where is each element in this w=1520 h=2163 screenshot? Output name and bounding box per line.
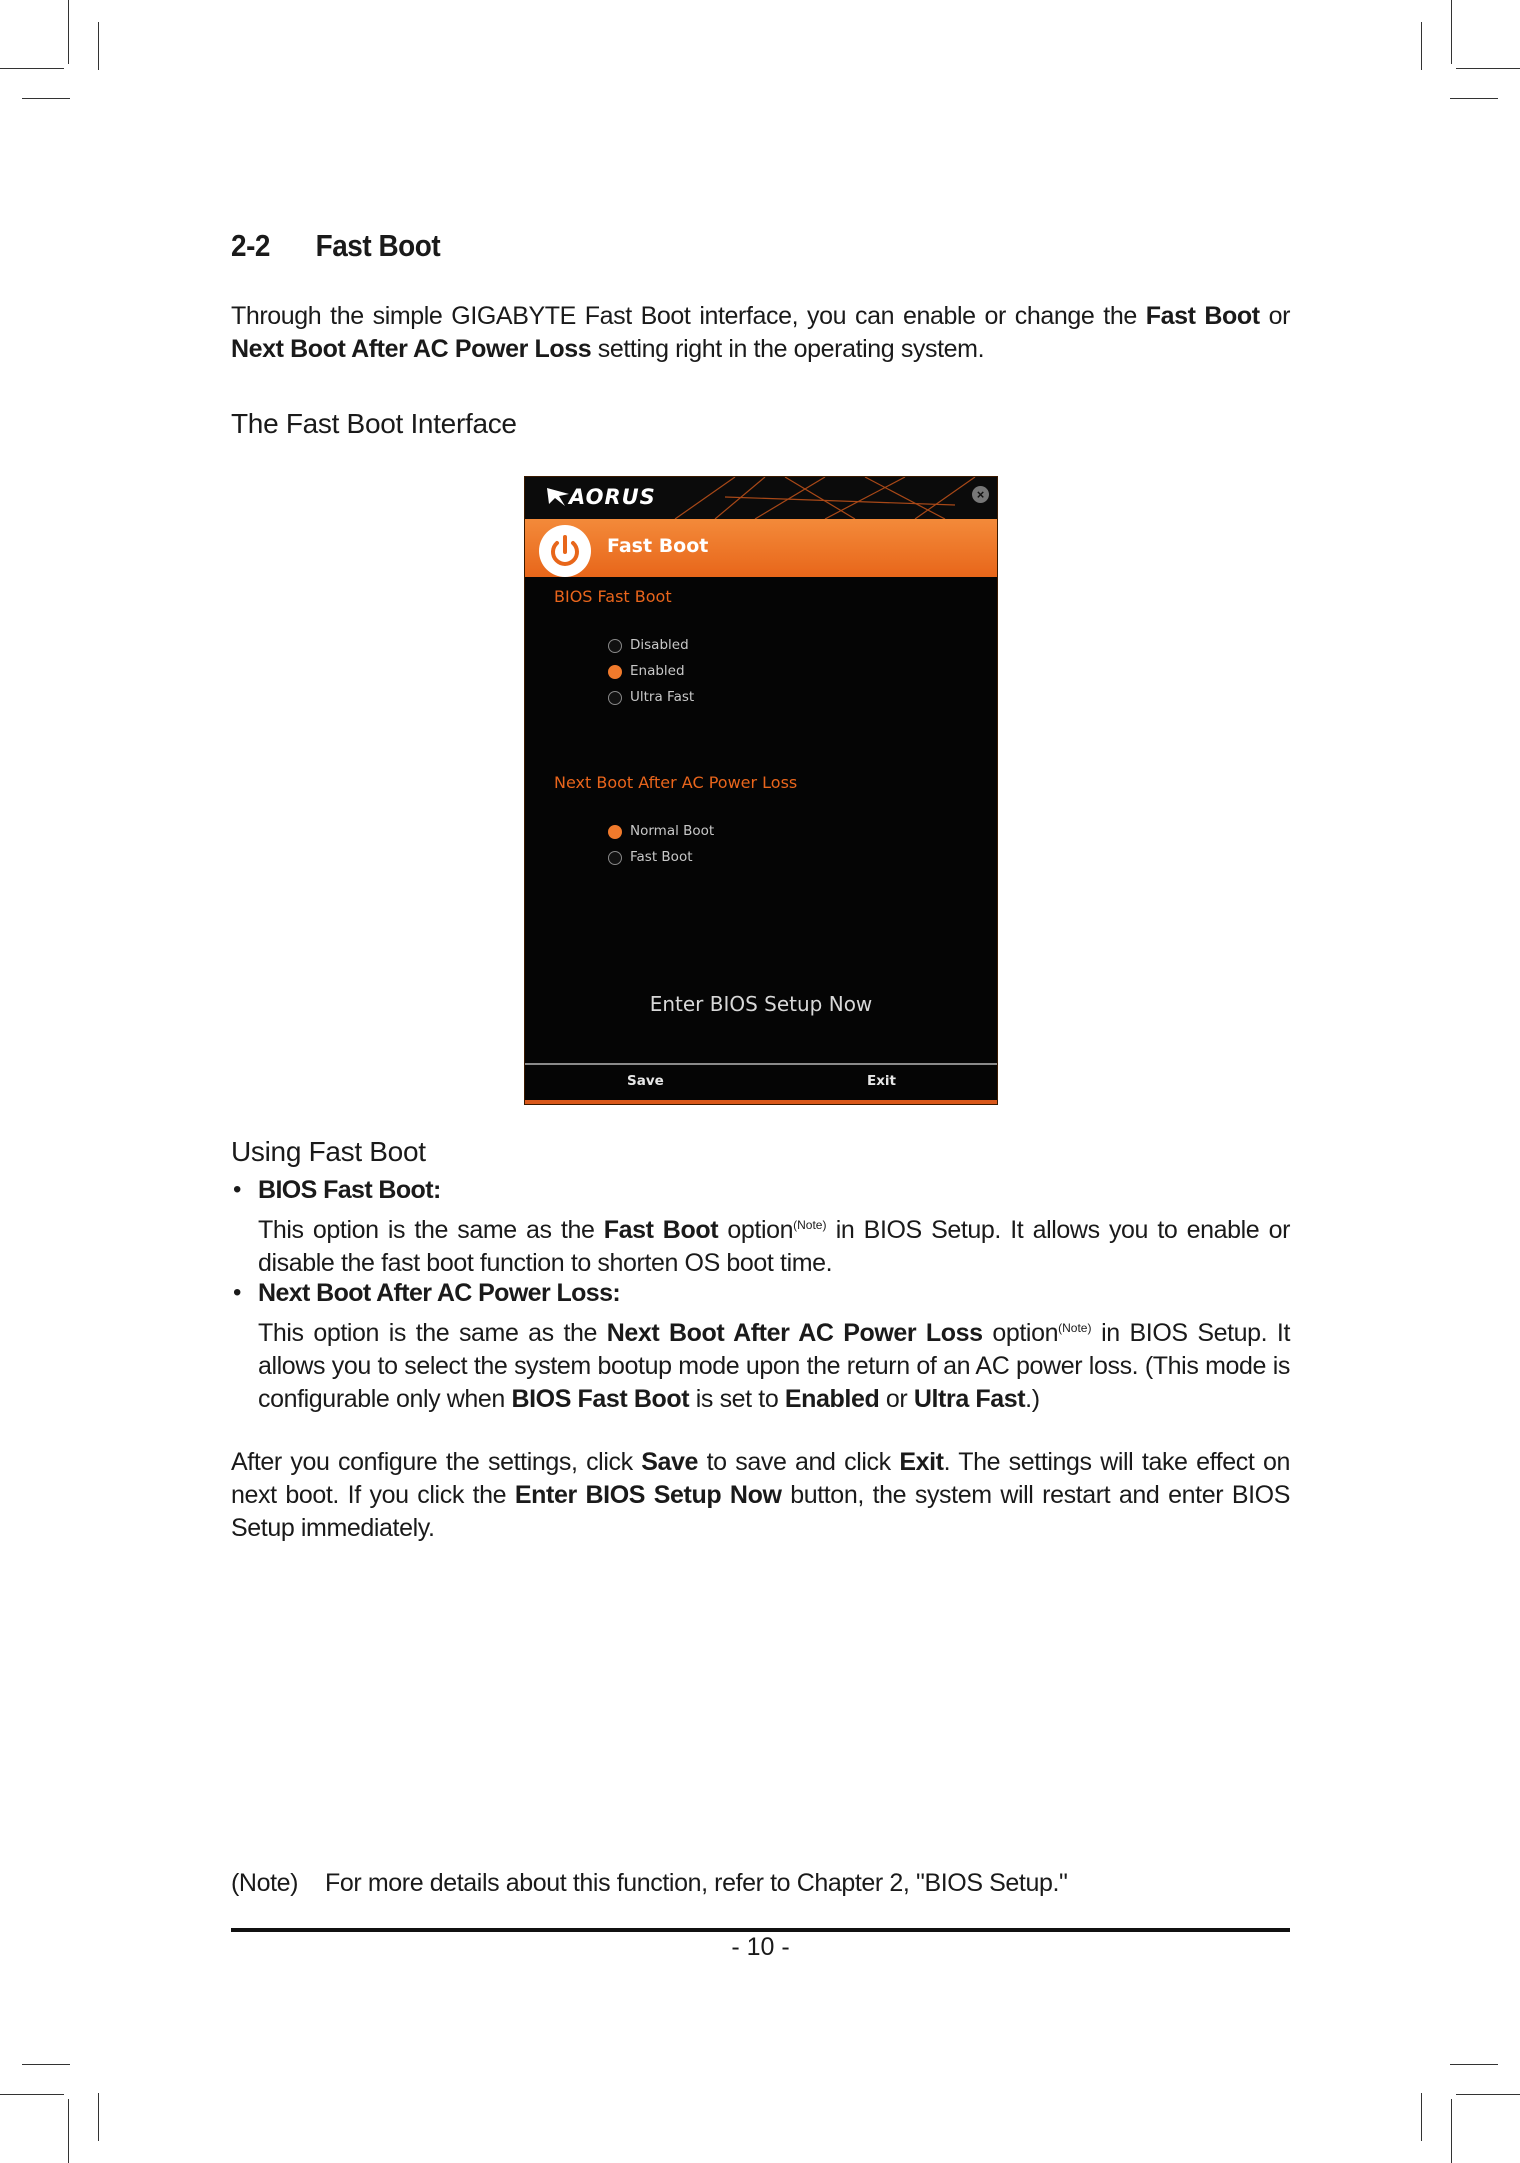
section-title: Fast Boot <box>315 228 441 263</box>
note-ref: (Note) <box>1058 1321 1092 1335</box>
bullet-text: is set to <box>689 1385 785 1413</box>
after-bold: Save <box>641 1448 699 1476</box>
app-title: Fast Boot <box>607 535 709 557</box>
after-text: to save and click <box>698 1448 900 1476</box>
bullet-body <box>258 1312 1290 1416</box>
exit-button[interactable]: Exit <box>867 1073 897 1089</box>
intro-bold-next-boot: Next Boot After AC Power Loss <box>231 335 592 363</box>
aorus-eagle-icon <box>545 484 571 510</box>
after-bold: Exit <box>899 1448 944 1476</box>
bullet-mark: • <box>233 1176 242 1203</box>
after-bold: Enter BIOS Setup Now <box>514 1481 782 1509</box>
radio-label: Ultra Fast <box>630 689 695 705</box>
footer-rule <box>231 1928 1290 1932</box>
radio-button[interactable] <box>608 851 622 865</box>
app-banner <box>525 519 997 577</box>
section-heading <box>231 228 440 264</box>
bullet-bold: Next Boot After AC Power Loss <box>606 1319 983 1347</box>
bullet-text: This option is the same as the <box>258 1319 607 1347</box>
bullet-mark: • <box>233 1279 242 1306</box>
aorus-logo: AORUS <box>569 485 656 509</box>
bullet-title: BIOS Fast Boot: <box>258 1176 441 1204</box>
bullet-text: .) <box>1025 1385 1040 1413</box>
after-text: After you configure the settings, click <box>231 1448 642 1476</box>
group-title-bios-fast-boot: BIOS Fast Boot <box>554 587 672 606</box>
intro-text: Through the simple GIGABYTE Fast Boot interface, you can enable or change the <box>231 302 1146 330</box>
using-heading: Using Fast Boot <box>231 1136 426 1167</box>
bullet-bold: Ultra Fast <box>913 1385 1026 1413</box>
bullet-text: option <box>718 1216 794 1244</box>
enter-bios-button[interactable]: Enter BIOS Setup Now <box>649 992 873 1016</box>
bullet-text: This option is the same as the <box>258 1216 604 1244</box>
bullet-bold: Fast Boot <box>603 1216 719 1244</box>
bullet-bold: Enabled <box>784 1385 880 1413</box>
footnote-text: For more details about this function, refer to Chapter 2, "BIOS Setup." <box>325 1869 1068 1897</box>
intro-bold-fast-boot: Fast Boot <box>1145 302 1260 330</box>
bullet-text: or <box>879 1385 914 1413</box>
intro-paragraph <box>231 300 1290 366</box>
bullet-body <box>258 1209 1290 1280</box>
bullet-text: option <box>982 1319 1059 1347</box>
close-button[interactable]: × <box>972 486 989 503</box>
bullet-title: Next Boot After AC Power Loss: <box>258 1279 621 1307</box>
app-titlebar[interactable] <box>525 477 997 519</box>
intro-text: or <box>1259 302 1290 330</box>
radio-button[interactable] <box>608 691 622 705</box>
footnote <box>231 1869 1068 1898</box>
bullet-text: in BIOS Setup. It allows you to enable or disable the fast boot function to shorten OS boot time. <box>258 1216 1291 1277</box>
radio-button[interactable] <box>608 639 622 653</box>
after-text: . The settings will take effect on next boot. If you click the <box>231 1448 1291 1509</box>
radio-button[interactable] <box>608 665 622 679</box>
power-icon <box>539 525 591 577</box>
page-number: - 10 - <box>731 1933 790 1961</box>
interface-heading: The Fast Boot Interface <box>231 408 517 439</box>
footer-divider <box>525 1063 997 1065</box>
fast-boot-window <box>524 476 998 1105</box>
radio-label: Fast Boot <box>630 849 693 865</box>
bullet-text: in BIOS Setup. It allows you to select the system bootup mode upon the return of an AC power loss. (This mode is configurable only when <box>258 1319 1291 1413</box>
section-number: 2-2 <box>231 228 270 263</box>
radio-label: Normal Boot <box>630 823 715 839</box>
radio-label: Disabled <box>630 637 689 653</box>
footnote-label: (Note) <box>231 1869 299 1897</box>
radio-button[interactable] <box>608 825 622 839</box>
intro-text: setting right in the operating system. <box>591 335 985 363</box>
after-paragraph <box>231 1446 1290 1545</box>
footer-accent <box>525 1100 997 1104</box>
radio-label: Enabled <box>630 663 685 679</box>
bullet-bold: BIOS Fast Boot <box>511 1385 690 1413</box>
note-ref: (Note) <box>793 1218 827 1232</box>
after-text: button, the system will restart and enter BIOS Setup immediately. <box>231 1481 1290 1542</box>
group-title-next-boot: Next Boot After AC Power Loss <box>554 773 798 792</box>
save-button[interactable]: Save <box>627 1073 664 1089</box>
